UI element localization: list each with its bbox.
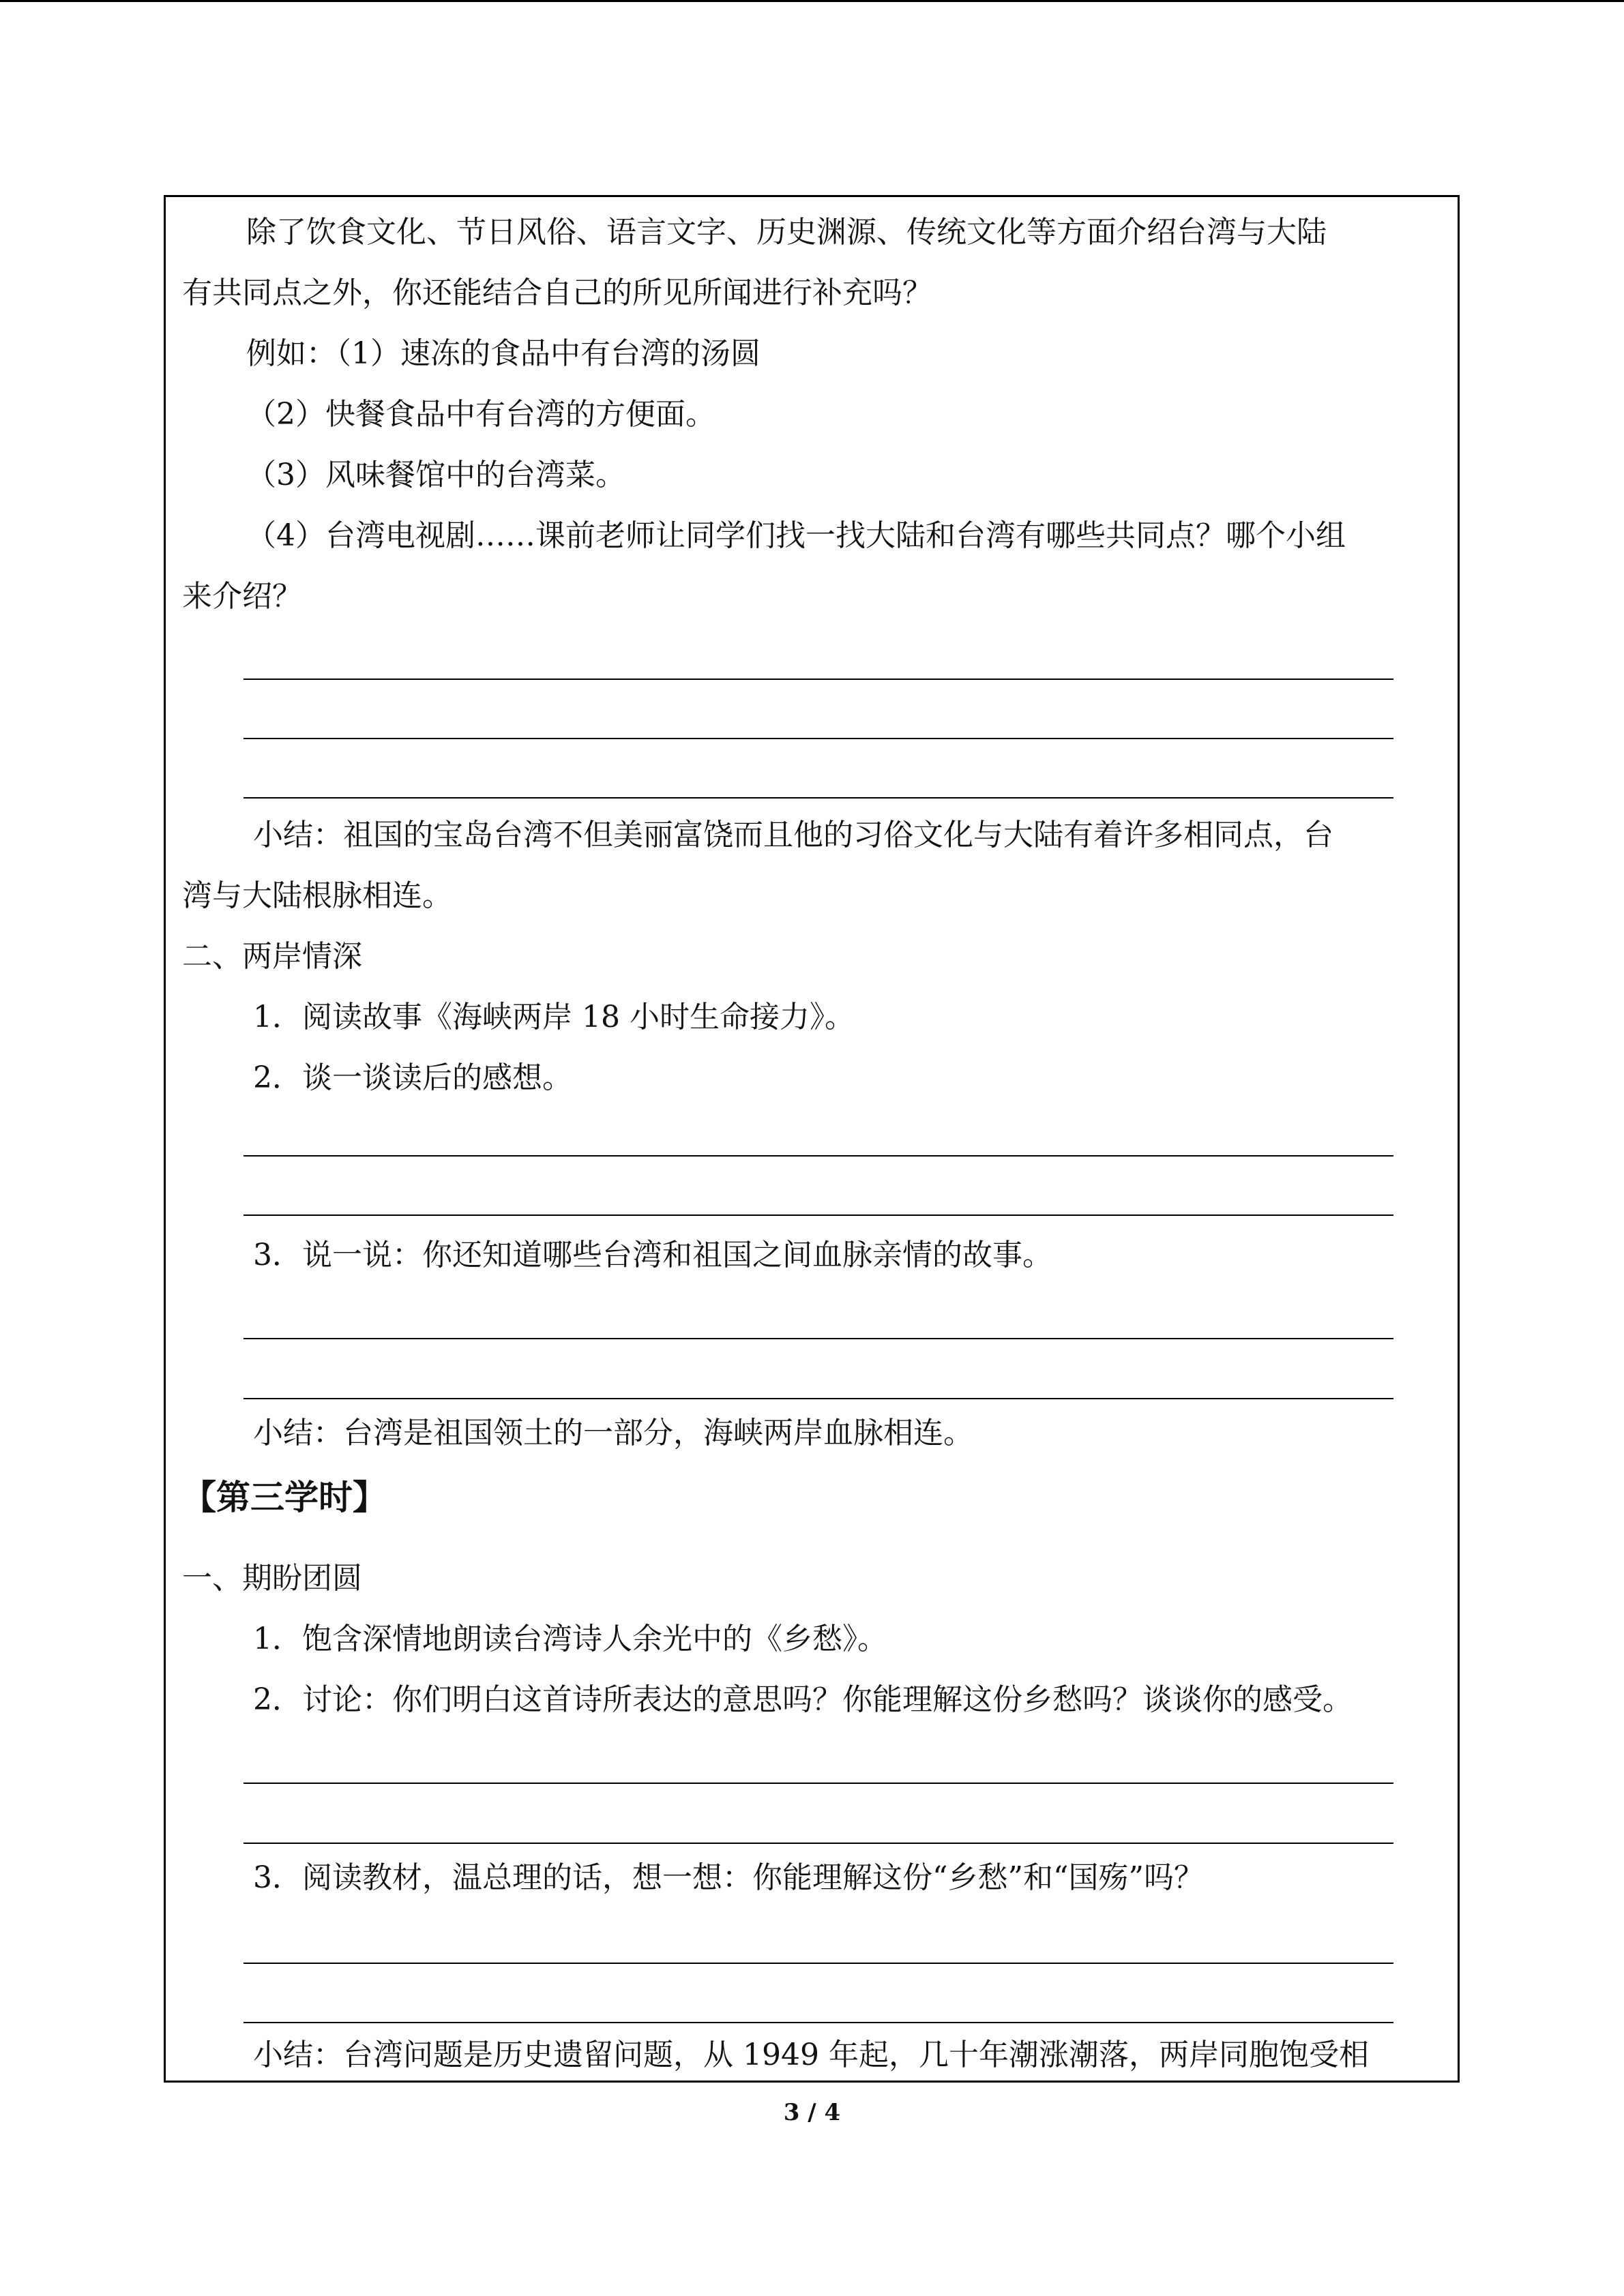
- task-item: 1．阅读故事《海峡两岸 18 小时生命接力》。: [253, 1000, 855, 1034]
- answer-line: [243, 679, 1393, 680]
- text-line: （3）风味餐馆中的台湾菜。: [246, 458, 625, 492]
- text-line: （4）台湾电视剧……课前老师让同学们找一找大陆和台湾有哪些共同点？哪个小组: [246, 518, 1346, 553]
- answer-line: [243, 738, 1393, 739]
- lesson-period-heading: 【第三学时】: [182, 1477, 387, 1517]
- task-item: 2．谈一谈读后的感想。: [253, 1060, 572, 1095]
- text-line: 例如：（1）速冻的食品中有台湾的汤圆: [246, 336, 761, 371]
- answer-line: [243, 1398, 1393, 1399]
- answer-line: [243, 1338, 1393, 1339]
- answer-line: [243, 1155, 1393, 1157]
- answer-line: [243, 1214, 1393, 1216]
- lesson-content-frame: [164, 195, 1460, 2083]
- answer-line: [243, 1783, 1393, 1784]
- text-line: 来介绍？: [182, 579, 302, 614]
- text-line: （2）快餐食品中有台湾的方便面。: [246, 397, 715, 432]
- section-title: 二、两岸情深: [182, 939, 362, 974]
- answer-line: [243, 2022, 1393, 2023]
- summary-line: 小结：台湾是祖国领土的一部分，海峡两岸血脉相连。: [253, 1416, 973, 1450]
- summary-line: 湾与大陆根脉相连。: [182, 878, 452, 913]
- text-line: 除了饮食文化、节日风俗、语言文字、历史渊源、传统文化等方面介绍台湾与大陆: [246, 215, 1327, 250]
- task-item: 1．饱含深情地朗读台湾诗人余光中的《乡愁》。: [253, 1622, 887, 1656]
- answer-line: [243, 1843, 1393, 1844]
- task-item: 2．讨论：你们明白这首诗所表达的意思吗？你能理解这份乡愁吗？谈谈你的感受。: [253, 1682, 1353, 1717]
- task-item: 3．说一说：你还知道哪些台湾和祖国之间血脉亲情的故事。: [253, 1238, 1052, 1272]
- summary-line: 小结：祖国的宝岛台湾不但美丽富饶而且他的习俗文化与大陆有着许多相同点，台: [253, 818, 1333, 852]
- answer-line: [243, 1963, 1393, 1964]
- answer-line: [243, 797, 1393, 799]
- summary-line: 小结：台湾问题是历史遗留问题，从 1949 年起，几十年潮涨潮落，两岸同胞饱受相: [253, 2038, 1369, 2072]
- section-title: 一、期盼团圆: [182, 1561, 362, 1596]
- top-border-rule: [0, 0, 1624, 2]
- page-number: 3 / 4: [783, 2099, 841, 2126]
- task-item: 3．阅读教材，温总理的话，想一想：你能理解这份“乡愁”和“国殇”吗？: [253, 1860, 1204, 1895]
- text-line: 有共同点之外，你还能结合自己的所见所闻进行补充吗？: [182, 275, 932, 310]
